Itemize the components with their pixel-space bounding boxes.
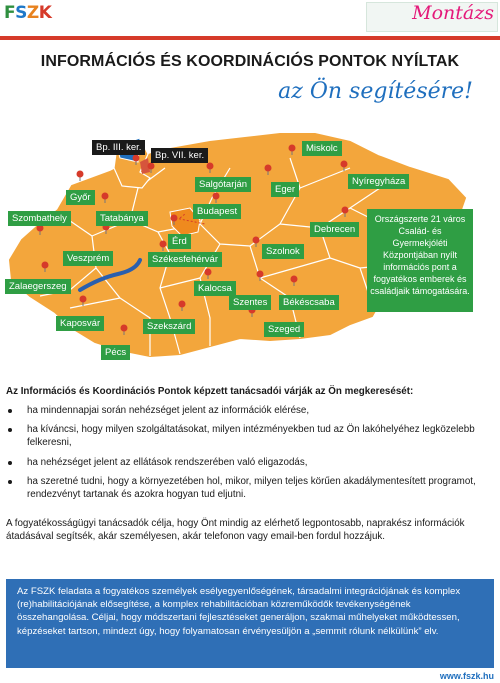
lead-text: Az Információs és Koordinációs Pontok képzett tanácsadói várják az Ön megkeresését: — [6, 386, 414, 397]
bullet-dot-icon — [8, 409, 12, 413]
city-label-szentes: Szentes — [229, 295, 271, 310]
city-label-szolnok: Szolnok — [262, 244, 304, 259]
city-label-szekesfehervar: Székesfehérvár — [148, 252, 222, 267]
bullet-text: ha kíváncsi, hogy milyen szolgáltatásokat, milyen intézményekben tud az Ön lakóhelyéhez legközelebb felkeresni, — [27, 424, 475, 449]
city-label-bp-vii: Bp. VII. ker. — [151, 148, 208, 163]
list-item — [6, 475, 494, 501]
city-label-erd: Érd — [168, 234, 191, 249]
list-item — [6, 423, 494, 449]
bullet-dot-icon — [8, 428, 12, 432]
pin — [77, 171, 84, 182]
page-title: INFORMÁCIÓS ÉS KOORDINÁCIÓS PONTOK NYÍLTAK — [40, 53, 460, 70]
fszk-logo — [4, 3, 51, 23]
advisor-paragraph: A fogyatékosságügyi tanácsadók célja, hogy Önt mindig az elérhető legpontosabb, naprakész információk átadásával segítsék, akár személyesen, akár telefonon vagy email-ben fordul hozzájuk. — [6, 518, 465, 543]
page-subtitle: az Ön segítésére! — [278, 79, 473, 104]
city-label-kaposvar: Kaposvár — [56, 316, 104, 331]
list-item — [6, 456, 494, 469]
city-label-nyiregyhaza: Nyíregyháza — [348, 174, 409, 189]
bullet-dot-icon — [8, 480, 12, 484]
city-label-szekszard: Szekszárd — [143, 319, 195, 334]
city-label-eger: Eger — [271, 182, 299, 197]
city-label-budapest: Budapest — [193, 204, 241, 219]
city-label-zalaegerszeg: Zalaegerszeg — [5, 279, 71, 294]
city-label-salgotarjan: Salgótarján — [195, 177, 251, 192]
montazs-logo: Montázs — [412, 2, 494, 24]
bullet-dot-icon — [8, 461, 12, 465]
city-label-debrecen: Debrecen — [310, 222, 359, 237]
logo-letter-k: K — [38, 3, 52, 23]
bullet-text: ha mindennapjai során nehézséget jelent az információk elérése, — [27, 405, 310, 416]
bullet-text: ha nehézséget jelent az ellátások rendszerében való eligazodás, — [27, 456, 308, 468]
city-label-veszprem: Veszprém — [63, 251, 113, 266]
city-label-miskolc: Miskolc — [302, 141, 342, 156]
footer-url-link[interactable]: www.fszk.hu — [439, 671, 494, 681]
city-label-tatabanya: Tatabánya — [96, 211, 148, 226]
header-divider — [0, 36, 500, 40]
city-label-pecs: Pécs — [101, 345, 130, 360]
city-label-szombathely: Szombathely — [8, 211, 71, 226]
header — [0, 0, 500, 38]
city-label-gyor: Győr — [66, 190, 95, 205]
city-label-bekescsaba: Békéscsaba — [279, 295, 339, 310]
list-item — [6, 404, 494, 417]
city-label-bp-iii: Bp. III. ker. — [92, 140, 145, 155]
fszk-mission-box: Az FSZK feladata a fogyatékos személyek esélyegyenlőségének, társadalmi integrációjának és komplex (re)habilitációjának elősegítése, a komplex rehabilitációban közreműködők tevékenységének összehangolása. Céljai, hogy módszertani fejlesztéseket generáljon, szakmai műhelyeket működtessen, képzéseket tartson, mindezt úgy, hogy folyamatosan érvényesüljön a „semmit rólunk nélkülünk” elv. — [6, 579, 494, 668]
bullet-list — [6, 404, 494, 507]
info-box: Országszerte 21 város Család- és Gyermekjóléti Központjában nyílt információs pont a fogyatékos emberek és családjaik támogatására. — [367, 209, 473, 312]
city-label-kalocsa: Kalocsa — [194, 281, 236, 296]
bullet-text: ha szeretné tudni, hogy a környezetében hol, mikor, milyen teljes körűen akadálymentesített programot, rendezvényt tartanak és azokra hogyan tud eljutni. — [27, 475, 476, 501]
logo-letter-f: F — [4, 3, 16, 23]
city-label-szeged: Szeged — [264, 322, 304, 337]
logo-letter-z: Z — [26, 3, 39, 23]
logo-letter-s: S — [15, 3, 27, 23]
